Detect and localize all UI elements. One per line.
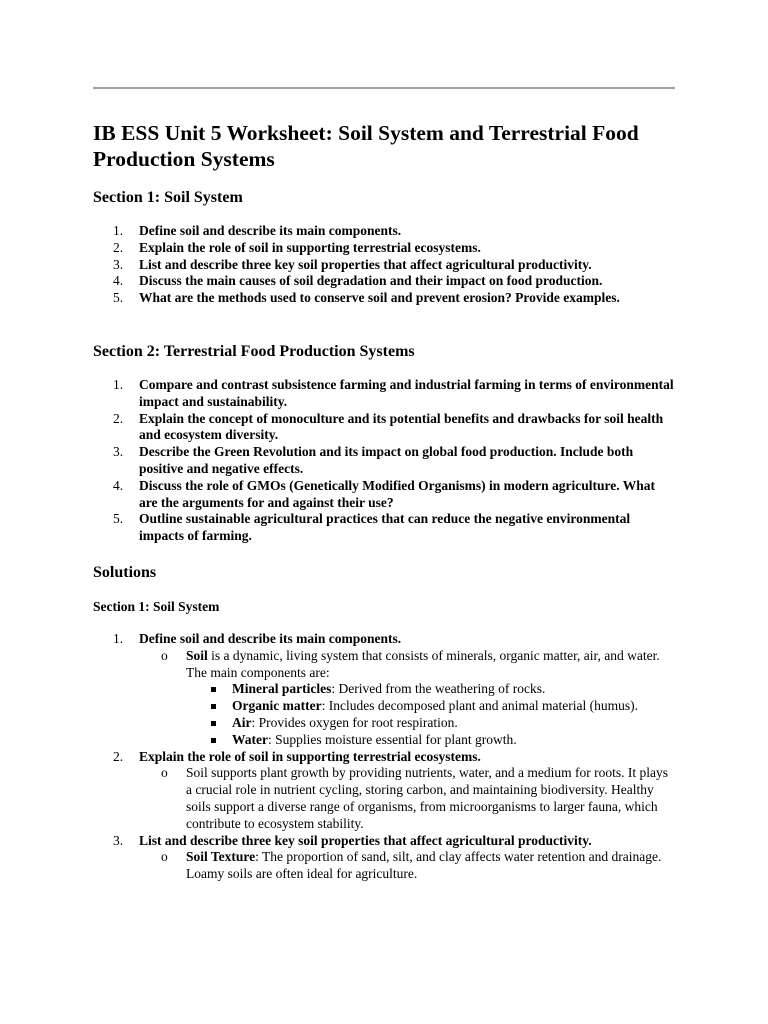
section2-heading: Section 2: Terrestrial Food Production Systems bbox=[93, 343, 415, 360]
list-item: 3. Describe the Green Revolution and its impact on global food production. Include both positive and negative effects. bbox=[113, 444, 634, 476]
list-item: 4. Discuss the role of GMOs (Genetically Modified Organisms) in modern agriculture. What are the arguments for and against their use? bbox=[113, 477, 655, 510]
solutions-list bbox=[93, 631, 675, 883]
circle-bullet-icon: o bbox=[161, 849, 168, 865]
section2-question-list bbox=[93, 377, 675, 545]
list-item: 4. Discuss the main causes of soil degradation and their impact on food production. bbox=[113, 273, 603, 289]
list-item: 5. Outline sustainable agricultural practices that can reduce the negative environmental impacts of farming. bbox=[113, 511, 631, 544]
section1-heading: Section 1: Soil System bbox=[93, 189, 243, 206]
list-item: 1. Define soil and describe its main components. bbox=[113, 223, 402, 238]
solution-item-3: 3. List and describe three key soil properties that affect agricultural productivity. bbox=[113, 832, 592, 848]
square-bullet-icon bbox=[211, 738, 216, 743]
square-bullet-icon bbox=[211, 704, 216, 709]
list-item: 1. Compare and contrast subsistence farming and industrial farming in terms of environmental impact and sustainability. bbox=[113, 377, 674, 409]
component-item: Mineral particles: Derived from the weathering of rocks. bbox=[93, 681, 675, 698]
component-item: Air: Provides oxygen for root respiration. bbox=[93, 715, 675, 732]
solution-item-2: 2. Explain the role of soil in supporting terrestrial ecosystems. bbox=[113, 748, 481, 764]
solution-1-bullet: o Soil is a dynamic, living system that consists of minerals, organic matter, air, and water. The main components are: bbox=[161, 647, 660, 680]
circle-bullet-icon: o bbox=[161, 765, 168, 781]
square-bullet-icon bbox=[211, 721, 216, 726]
solutions-section1-heading: Section 1: Soil System bbox=[93, 599, 220, 614]
top-rule bbox=[93, 87, 675, 89]
page-title: IB ESS Unit 5 Worksheet: Soil System and Terrestrial Food Production Systems bbox=[93, 121, 639, 171]
solution-3-bullet: o Soil Texture: The proportion of sand, silt, and clay affects water retention and drainage. Loamy soils are often ideal for agriculture. bbox=[161, 849, 662, 882]
solutions-heading: Solutions bbox=[93, 564, 157, 581]
component-item: Organic matter: Includes decomposed plant and animal material (humus). bbox=[93, 698, 675, 715]
square-bullet-icon bbox=[211, 687, 216, 692]
list-item: 2. Explain the role of soil in supporting terrestrial ecosystems. bbox=[113, 239, 481, 255]
solution-2-bullet: o Soil supports plant growth by providing nutrients, water, and a medium for roots. It plays a crucial role in nutrient cycling, storing carbon, and maintaining biodiversity. Healthy soils support a diverse range of organisms, from microorganisms to larger fauna, which contribute to ecosystem stability. bbox=[161, 765, 669, 831]
component-item: Water: Supplies moisture essential for plant growth. bbox=[93, 732, 675, 749]
list-item: 3. List and describe three key soil properties that affect agricultural productivity. bbox=[113, 256, 592, 272]
section1-question-list bbox=[93, 223, 675, 307]
list-item: 5. What are the methods used to conserve soil and prevent erosion? Provide examples. bbox=[113, 290, 620, 306]
solution-item-1: 1. Define soil and describe its main components. bbox=[113, 631, 402, 646]
circle-bullet-icon: o bbox=[161, 647, 168, 663]
list-item: 2. Explain the concept of monoculture and its potential benefits and drawbacks for soil health and ecosystem diversity. bbox=[113, 410, 664, 443]
